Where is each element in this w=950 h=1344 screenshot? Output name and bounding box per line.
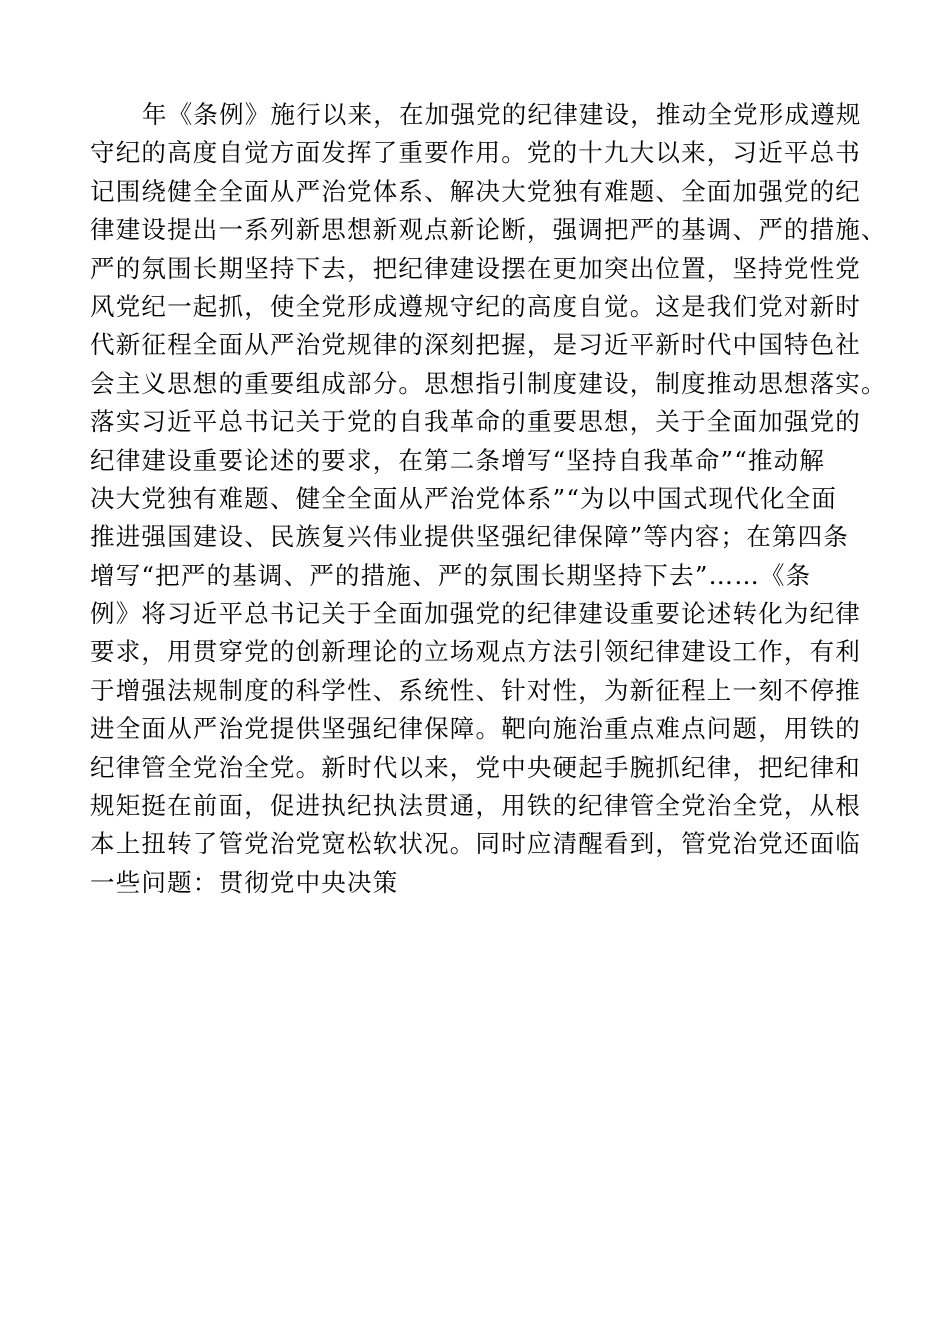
text-line: 记围绕健全全面从严治党体系、解决大党独有难题、全面加强党的纪: [90, 176, 861, 206]
text-line: 纪律建设重要论述的要求，在第二条增写“坚持自我革命”“推动解: [90, 445, 826, 475]
text-line: 纪律管全党治全党。新时代以来，党中央硬起手腕抓纪律，把纪律和: [90, 752, 861, 782]
text-line: 年《条例》施行以来，在加强党的纪律建设，推动全党形成遵规: [142, 100, 862, 129]
text-line: 增写“把严的基调、严的措施、严的氛围长期坚持下去”……《条: [90, 560, 812, 590]
body-text: [90, 96, 887, 902]
text-line: 守纪的高度自觉方面发挥了重要作用。党的十九大以来，习近平总书: [90, 138, 861, 168]
text-line: 决大党独有难题、健全全面从严治党体系”“为以中国式现代化全面: [90, 483, 838, 513]
text-line: 本上扭转了管党治党宽松软状况。同时应清醒看到，管党治党还面临: [90, 829, 861, 859]
text-line: 于增强法规制度的科学性、系统性、针对性，为新征程上一刻不停推: [90, 675, 861, 705]
text-line: 代新征程全面从严治党规律的深刻把握，是习近平新时代中国特色社: [90, 330, 861, 360]
text-line: 落实习近平总书记关于党的自我革命的重要思想，关于全面加强党的: [90, 407, 861, 437]
text-line: 风党纪一起抓，使全党形成遵规守纪的高度自觉。这是我们党对新时: [90, 291, 861, 321]
text-line: 一些问题：贯彻党中央决策: [90, 867, 399, 897]
text-line: 律建设提出一系列新思想新观点新论断，强调把严的基调、严的措施、: [90, 215, 887, 245]
text-line: 规矩挺在前面，促进执纪执法贯通，用铁的纪律管全党治全党，从根: [90, 791, 861, 821]
text-line: 进全面从严治党提供坚强纪律保障。靶向施治重点难点问题，用铁的: [90, 714, 861, 744]
text-line: 会主义思想的重要组成部分。思想指引制度建设，制度推动思想落实。: [90, 368, 887, 398]
text-line: 例》将习近平总书记关于全面加强党的纪律建设重要论述转化为纪律: [90, 599, 861, 629]
text-line: 要求，用贯穿党的创新理论的立场观点方法引领纪律建设工作，有利: [90, 637, 861, 667]
text-line: 推进强国建设、民族复兴伟业提供坚强纪律保障”等内容；在第四条: [90, 522, 850, 552]
text-line: 严的氛围长期坚持下去，把纪律建设摆在更加突出位置，坚持党性党: [90, 253, 861, 283]
